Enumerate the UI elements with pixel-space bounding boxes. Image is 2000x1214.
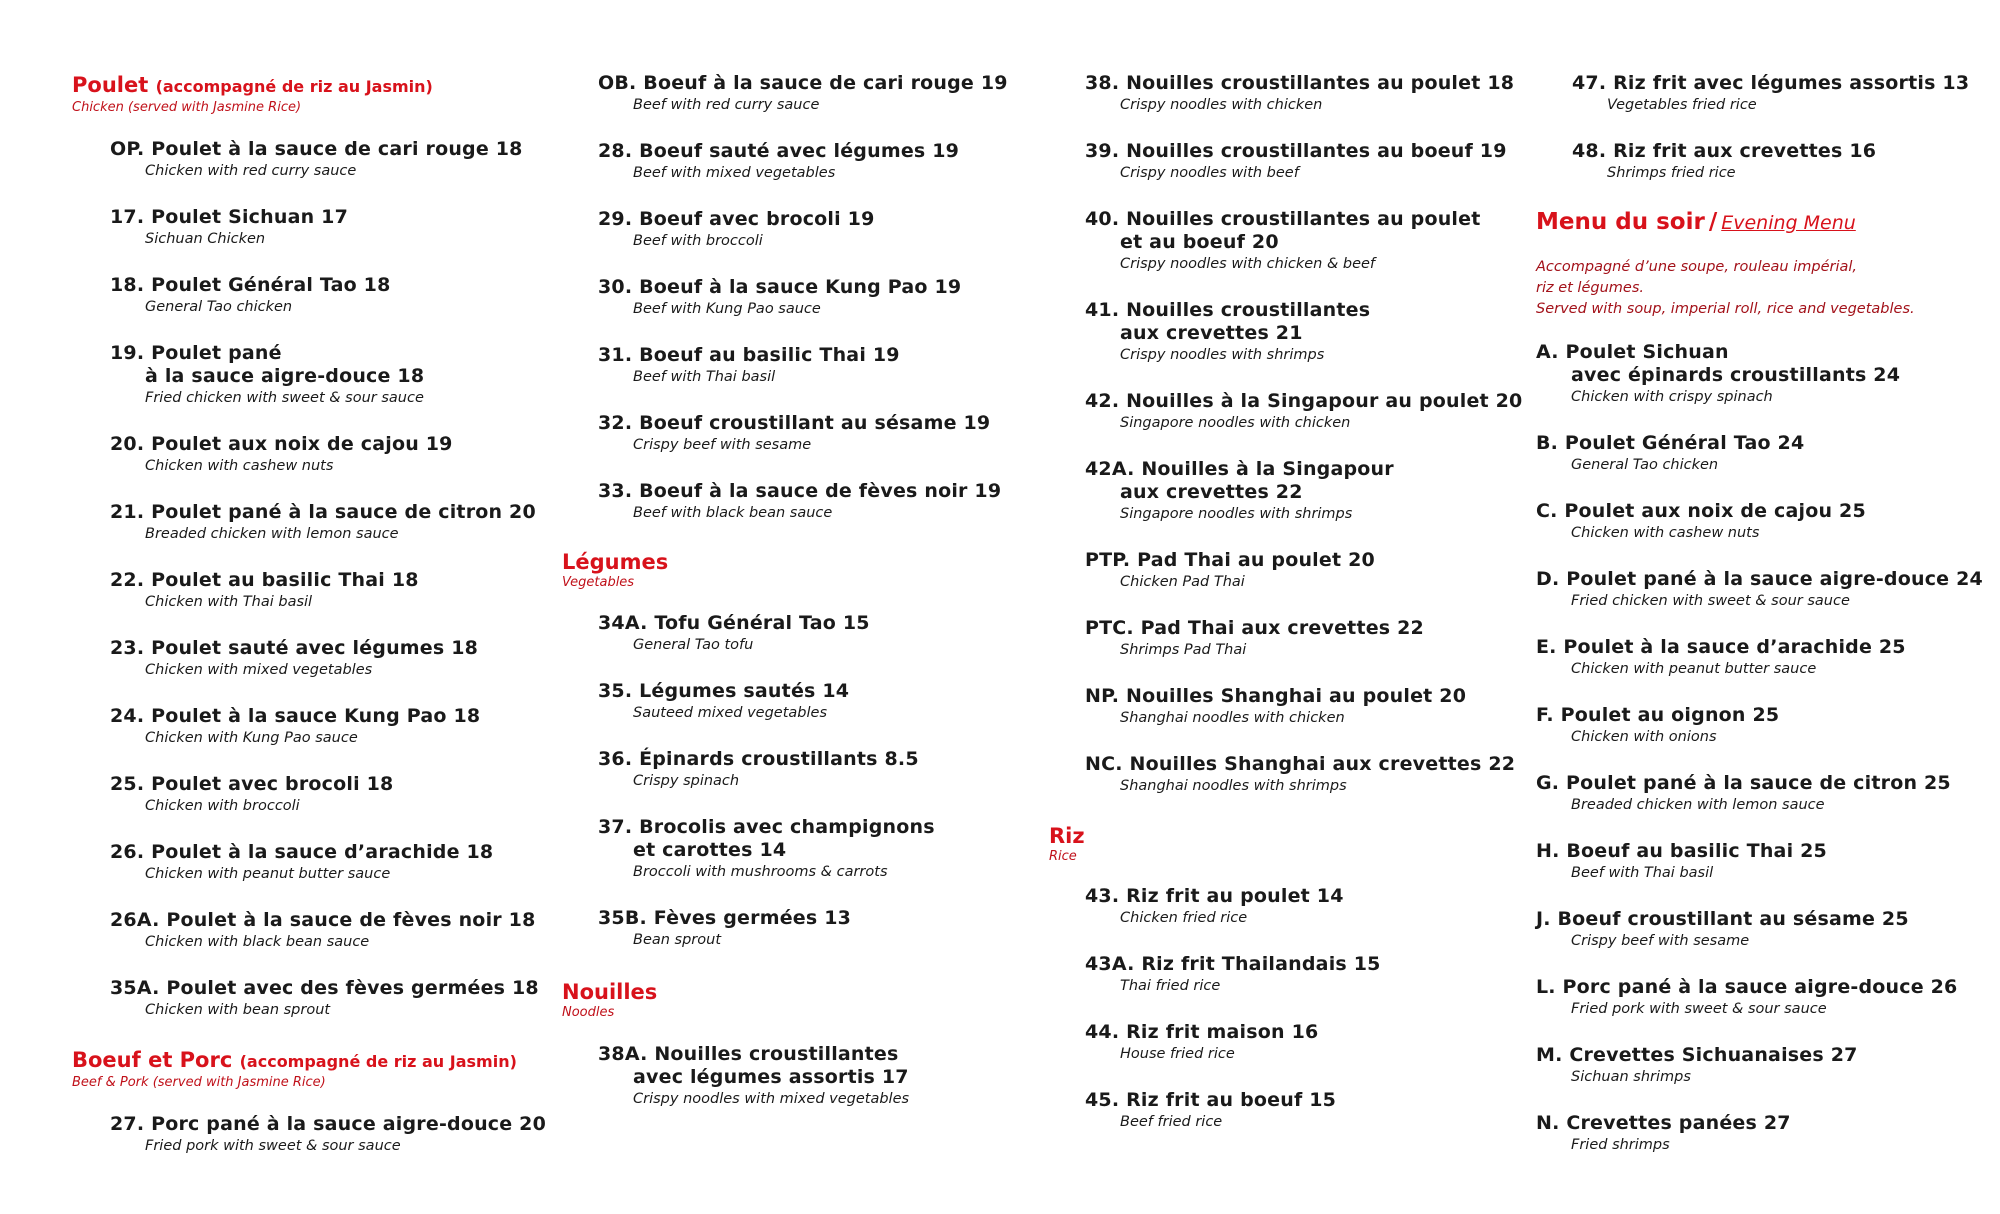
menu-item-name-line: 37. Brocolis avec champignons xyxy=(598,816,935,838)
evening-title-en: Evening Menu xyxy=(1721,212,1856,234)
menu-item-translation: Breaded chicken with lemon sauce xyxy=(145,526,399,542)
section-subtitle: Chicken (served with Jasmine Rice) xyxy=(72,100,302,115)
menu-item-name xyxy=(110,569,419,592)
section-title: Riz xyxy=(1049,824,1085,848)
menu-item-translation: Fried shrimps xyxy=(1571,1137,1670,1153)
evening-menu-note xyxy=(1536,257,1915,320)
menu-item-name xyxy=(598,344,900,367)
menu-item-translation: Chicken with peanut butter sauce xyxy=(145,866,391,882)
menu-item-name xyxy=(1085,140,1507,163)
menu-item xyxy=(1085,617,1424,660)
menu-item-name-line: 22. Poulet au basilic Thai 18 xyxy=(110,569,419,591)
menu-item-name-line: aux crevettes 22 xyxy=(1120,481,1303,503)
menu-item xyxy=(1536,704,1779,747)
menu-item xyxy=(598,907,851,950)
section-subtitle: Noodles xyxy=(562,1005,615,1020)
menu-item-translation: Vegetables fried rice xyxy=(1607,97,1757,113)
menu-item xyxy=(1536,908,1909,951)
menu-item-translation: Thai fried rice xyxy=(1120,978,1221,994)
menu-item-name xyxy=(598,907,851,930)
section-subtitle: Beef & Pork (served with Jasmine Rice) xyxy=(72,1075,326,1090)
menu-item-name xyxy=(1572,72,1969,95)
section-title-text: Boeuf et Porc xyxy=(72,1048,233,1072)
menu-item-translation: General Tao chicken xyxy=(145,299,293,315)
menu-item xyxy=(1085,1021,1318,1064)
menu-item-name-line: 38A. Nouilles croustillantes xyxy=(598,1043,899,1065)
menu-item xyxy=(598,72,1008,115)
menu-item-name xyxy=(1536,1044,1858,1067)
menu-item xyxy=(110,705,480,748)
menu-item-name xyxy=(1536,341,1900,387)
menu-item xyxy=(598,140,959,183)
menu-item xyxy=(1085,299,1370,365)
menu-item-name xyxy=(1085,1089,1336,1112)
menu-item-name xyxy=(1085,953,1381,976)
menu-item-translation: Beef with mixed vegetables xyxy=(633,165,836,181)
menu-item xyxy=(1536,432,1804,475)
menu-item xyxy=(1536,568,1983,611)
menu-item-name-line: OP. Poulet à la sauce de cari rouge 18 xyxy=(110,138,523,160)
menu-item-name xyxy=(110,705,480,728)
section-header-riz xyxy=(1049,823,1085,865)
menu-item xyxy=(1085,753,1515,796)
menu-item-translation: General Tao tofu xyxy=(633,637,754,653)
menu-item-translation: Sauteed mixed vegetables xyxy=(633,705,827,721)
menu-item xyxy=(1536,500,1866,543)
menu-item xyxy=(1085,953,1381,996)
menu-item-name xyxy=(598,140,959,163)
menu-item-name xyxy=(598,276,961,299)
menu-item-name-line: 38. Nouilles croustillantes au poulet 18 xyxy=(1085,72,1515,94)
menu-item-translation: Chicken with bean sprout xyxy=(145,1002,331,1018)
menu-item-name xyxy=(1085,549,1375,572)
menu-item-translation: Fried chicken with sweet & sour sauce xyxy=(145,390,424,406)
menu-item xyxy=(1085,72,1514,115)
menu-item-translation: Chicken with red curry sauce xyxy=(145,163,357,179)
menu-item-name xyxy=(1572,140,1876,163)
menu-item xyxy=(598,1043,909,1109)
menu-item-name xyxy=(598,480,1001,503)
menu-item-translation: Chicken with black bean sauce xyxy=(145,934,370,950)
menu-item-name-line: 36. Épinards croustillants 8.5 xyxy=(598,748,919,770)
menu-item-translation: Singapore noodles with shrimps xyxy=(1120,506,1353,522)
menu-item-translation: Fried pork with sweet & sour sauce xyxy=(145,1138,401,1154)
menu-item-translation: Chicken with Kung Pao sauce xyxy=(145,730,358,746)
menu-item xyxy=(110,433,453,476)
menu-item-name-line: et carottes 14 xyxy=(633,839,787,861)
menu-item-name-line: 42A. Nouilles à la Singapour xyxy=(1085,458,1394,480)
menu-item-translation: Crispy noodles with chicken xyxy=(1120,97,1323,113)
menu-item-translation: Beef with black bean sauce xyxy=(633,505,833,521)
menu-item-translation: Chicken with crispy spinach xyxy=(1571,389,1773,405)
menu-item-name-line: D. Poulet pané à la sauce aigre-douce 24 xyxy=(1536,568,1983,590)
menu-item-translation: Fried chicken with sweet & sour sauce xyxy=(1571,593,1850,609)
menu-item-name-line: 35A. Poulet avec des fèves germées 18 xyxy=(110,977,539,999)
menu-item-name-line: 26. Poulet à la sauce d’arachide 18 xyxy=(110,841,494,863)
menu-item-name xyxy=(110,501,536,524)
menu-item-translation: General Tao chicken xyxy=(1571,457,1719,473)
section-subtitle: Vegetables xyxy=(562,575,635,590)
section-header-legumes xyxy=(562,549,668,591)
menu-item-name-line: 33. Boeuf à la sauce de fèves noir 19 xyxy=(598,480,1002,502)
menu-item xyxy=(1536,772,1951,815)
evening-title-separator: / xyxy=(1708,209,1718,235)
menu-item xyxy=(1536,976,1957,1019)
menu-item-name xyxy=(1536,840,1827,863)
menu-item xyxy=(110,909,536,952)
menu-item-name xyxy=(1536,432,1804,455)
menu-item xyxy=(110,501,536,544)
menu-item-translation: Shanghai noodles with shrimps xyxy=(1120,778,1347,794)
menu-item-name-line: PTC. Pad Thai aux crevettes 22 xyxy=(1085,617,1424,639)
menu-item-translation: Chicken with cashew nuts xyxy=(145,458,334,474)
menu-item-translation: Beef with Kung Pao sauce xyxy=(633,301,821,317)
menu-item xyxy=(1536,1112,1791,1155)
menu-item-name xyxy=(110,138,523,161)
menu-item xyxy=(1572,140,1876,183)
menu-item-name-line: 20. Poulet aux noix de cajou 19 xyxy=(110,433,453,455)
menu-item-name-line: 35B. Fèves germées 13 xyxy=(598,907,852,929)
menu-item-name-line: 47. Riz frit avec légumes assortis 13 xyxy=(1572,72,1970,94)
menu-item-name-line: L. Porc pané à la sauce aigre-douce 26 xyxy=(1536,976,1958,998)
section-title: Légumes xyxy=(562,550,669,574)
menu-item-translation: Singapore noodles with chicken xyxy=(1120,415,1351,431)
menu-item-translation: Chicken with cashew nuts xyxy=(1571,525,1760,541)
menu-item xyxy=(110,274,391,317)
menu-item xyxy=(1536,1044,1858,1087)
menu-item-name xyxy=(598,1043,909,1089)
menu-item-name-line: OB. Boeuf à la sauce de cari rouge 19 xyxy=(598,72,1008,94)
menu-item-name xyxy=(1085,753,1515,776)
menu-item-name-line: avec épinards croustillants 24 xyxy=(1571,364,1901,386)
menu-item-name-line: 27. Porc pané à la sauce aigre-douce 20 xyxy=(110,1113,547,1135)
menu-item-translation: Beef with red curry sauce xyxy=(633,97,820,113)
menu-item-name-line: 44. Riz frit maison 16 xyxy=(1085,1021,1319,1043)
section-header-boeuf-porc xyxy=(72,1047,517,1091)
menu-item-translation: Crispy spinach xyxy=(633,773,740,789)
menu-item-translation: Crispy beef with sesame xyxy=(1571,933,1750,949)
menu-item-name xyxy=(1085,72,1514,95)
menu-item-translation: Chicken with broccoli xyxy=(145,798,300,814)
section-title xyxy=(72,1047,517,1075)
menu-item-name-line: avec légumes assortis 17 xyxy=(633,1066,909,1088)
menu-item-name xyxy=(598,816,935,862)
menu-item xyxy=(1085,685,1466,728)
menu-item xyxy=(598,412,990,455)
menu-item-name xyxy=(110,1113,546,1136)
menu-item-name xyxy=(110,274,391,297)
menu-item-translation: Chicken with mixed vegetables xyxy=(145,662,373,678)
menu-item-translation: Sichuan shrimps xyxy=(1571,1069,1691,1085)
menu-item-name xyxy=(1085,1021,1318,1044)
menu-item-name xyxy=(1085,390,1522,413)
menu-item-name-line: PTP. Pad Thai au poulet 20 xyxy=(1085,549,1375,571)
menu-item-translation: Sichuan Chicken xyxy=(145,231,266,247)
menu-item xyxy=(598,612,870,655)
menu-item xyxy=(598,276,961,319)
menu-item-name xyxy=(598,612,870,635)
menu-item-translation: Chicken fried rice xyxy=(1120,910,1248,926)
menu-item-name xyxy=(110,977,539,1000)
menu-item xyxy=(598,816,935,882)
menu-item-name-line: 17. Poulet Sichuan 17 xyxy=(110,206,348,228)
evening-menu-header xyxy=(1536,208,1856,237)
menu-item-name xyxy=(110,637,478,660)
menu-item xyxy=(1085,208,1481,274)
menu-item xyxy=(598,748,919,791)
section-header-poulet xyxy=(72,72,433,116)
menu-item xyxy=(110,569,419,612)
menu-item-name xyxy=(1085,299,1370,345)
menu-item-name-line: 39. Nouilles croustillantes au boeuf 19 xyxy=(1085,140,1507,162)
section-header-nouilles xyxy=(562,979,657,1021)
menu-item-translation: House fried rice xyxy=(1120,1046,1235,1062)
menu-item-name xyxy=(110,773,393,796)
menu-item-name-line: 45. Riz frit au boeuf 15 xyxy=(1085,1089,1337,1111)
menu-item-name-line: M. Crevettes Sichuanaises 27 xyxy=(1536,1044,1858,1066)
menu-item-translation: Beef with Thai basil xyxy=(1571,865,1714,881)
menu-item xyxy=(1536,341,1900,407)
menu-item-translation: Chicken with Thai basil xyxy=(145,594,313,610)
menu-item-name-line: 48. Riz frit aux crevettes 16 xyxy=(1572,140,1877,162)
menu-item-name-line: 28. Boeuf sauté avec légumes 19 xyxy=(598,140,960,162)
menu-item-name-line: 21. Poulet pané à la sauce de citron 20 xyxy=(110,501,536,523)
menu-item-translation: Shrimps fried rice xyxy=(1607,165,1736,181)
menu-item xyxy=(598,208,875,251)
menu-item-translation: Crispy beef with sesame xyxy=(633,437,812,453)
menu-item-name-line: 42. Nouilles à la Singapour au poulet 20 xyxy=(1085,390,1523,412)
menu-item-name xyxy=(1085,617,1424,640)
menu-item-name-line: NC. Nouilles Shanghai aux crevettes 22 xyxy=(1085,753,1516,775)
menu-item-name-line: G. Poulet pané à la sauce de citron 25 xyxy=(1536,772,1951,794)
menu-item-name-line: 18. Poulet Général Tao 18 xyxy=(110,274,391,296)
menu-item-name xyxy=(1536,908,1909,931)
menu-item-translation: Shrimps Pad Thai xyxy=(1120,642,1247,658)
menu-item-name-line: H. Boeuf au basilic Thai 25 xyxy=(1536,840,1827,862)
menu-item-name-line: 26A. Poulet à la sauce de fèves noir 18 xyxy=(110,909,536,931)
menu-item xyxy=(110,1113,546,1156)
menu-item-name-line: 30. Boeuf à la sauce Kung Pao 19 xyxy=(598,276,962,298)
menu-item-name-line: 23. Poulet sauté avec légumes 18 xyxy=(110,637,479,659)
menu-item-translation: Crispy noodles with beef xyxy=(1120,165,1299,181)
menu-item-name-line: 19. Poulet pané xyxy=(110,342,282,364)
menu-item xyxy=(1572,72,1969,115)
menu-item-name xyxy=(1536,500,1866,523)
menu-item-name-line: 35. Légumes sautés 14 xyxy=(598,680,850,702)
menu-item-name xyxy=(110,206,348,229)
menu-item xyxy=(1085,549,1375,592)
menu-item-translation: Chicken Pad Thai xyxy=(1120,574,1245,590)
menu-item-name xyxy=(110,342,424,388)
menu-item xyxy=(110,637,478,680)
note-line: Accompagné d’une soupe, rouleau impérial, xyxy=(1536,259,1858,275)
evening-title-fr: Menu du soir xyxy=(1536,209,1705,235)
menu-item xyxy=(110,841,493,884)
menu-item-name-line: E. Poulet à la sauce d’arachide 25 xyxy=(1536,636,1906,658)
menu-item-name xyxy=(1536,1112,1791,1135)
menu-item-name-line: B. Poulet Général Tao 24 xyxy=(1536,432,1805,454)
menu-item-name xyxy=(1536,704,1779,727)
evening-menu-title xyxy=(1536,208,1856,237)
menu-item-name-line: à la sauce aigre-douce 18 xyxy=(145,365,425,387)
menu-item-name xyxy=(598,208,875,231)
menu-item-name-line: aux crevettes 21 xyxy=(1120,322,1303,344)
menu-item-name-line: C. Poulet aux noix de cajou 25 xyxy=(1536,500,1866,522)
menu-item-name-line: 40. Nouilles croustillantes au poulet xyxy=(1085,208,1481,230)
section-title-text: Poulet xyxy=(72,73,149,97)
menu-item-name xyxy=(110,909,536,932)
menu-item xyxy=(110,206,348,249)
menu-item-translation: Breaded chicken with lemon sauce xyxy=(1571,797,1825,813)
menu-item-translation: Crispy noodles with chicken & beef xyxy=(1120,256,1376,272)
note-line: riz et légumes. xyxy=(1536,280,1644,296)
menu-item xyxy=(110,773,393,816)
menu-item-name-line: 24. Poulet à la sauce Kung Pao 18 xyxy=(110,705,481,727)
menu-item-name-line: 43A. Riz frit Thailandais 15 xyxy=(1085,953,1381,975)
menu-item-name-line: F. Poulet au oignon 25 xyxy=(1536,704,1780,726)
section-subtitle: Rice xyxy=(1049,849,1077,864)
menu-item-translation: Shanghai noodles with chicken xyxy=(1120,710,1345,726)
menu-item-name xyxy=(598,412,990,435)
menu-item-name-line: 29. Boeuf avec brocoli 19 xyxy=(598,208,875,230)
section-title: Nouilles xyxy=(562,980,658,1004)
menu-item-name xyxy=(1085,885,1344,908)
menu-item xyxy=(598,344,900,387)
menu-item-name xyxy=(110,841,493,864)
note-line: Served with soup, imperial roll, rice and vegetables. xyxy=(1536,301,1915,317)
menu-item-name-line: 43. Riz frit au poulet 14 xyxy=(1085,885,1344,907)
menu-item xyxy=(1085,390,1522,433)
menu-item-name xyxy=(1536,636,1906,659)
menu-item-name-line: NP. Nouilles Shanghai au poulet 20 xyxy=(1085,685,1467,707)
menu-item-name-line: et au boeuf 20 xyxy=(1120,231,1279,253)
menu-item-translation: Chicken with peanut butter sauce xyxy=(1571,661,1817,677)
menu-item xyxy=(1536,840,1827,883)
menu-item xyxy=(1085,458,1394,524)
menu-item xyxy=(598,480,1001,523)
menu-item xyxy=(1085,885,1344,928)
menu-item xyxy=(110,342,424,408)
menu-item-translation: Crispy noodles with shrimps xyxy=(1120,347,1325,363)
menu-item-name xyxy=(1536,772,1951,795)
menu-item-name-line: J. Boeuf croustillant au sésame 25 xyxy=(1536,908,1909,930)
menu-item-name xyxy=(1536,568,1983,591)
menu-item-name-line: 25. Poulet avec brocoli 18 xyxy=(110,773,394,795)
menu-item xyxy=(1085,140,1507,183)
menu-item-translation: Broccoli with mushrooms & carrots xyxy=(633,864,888,880)
menu-item-name xyxy=(1085,685,1466,708)
menu-item xyxy=(110,138,523,181)
menu-item-translation: Crispy noodles with mixed vegetables xyxy=(633,1091,910,1107)
menu-item-translation: Bean sprout xyxy=(633,932,722,948)
menu-item-name xyxy=(598,680,849,703)
menu-item-name-line: 34A. Tofu Général Tao 15 xyxy=(598,612,870,634)
menu-item-name-line: A. Poulet Sichuan xyxy=(1536,341,1729,363)
menu-item-translation: Fried pork with sweet & sour sauce xyxy=(1571,1001,1827,1017)
menu-item-name-line: 31. Boeuf au basilic Thai 19 xyxy=(598,344,900,366)
menu-item-translation: Beef with Thai basil xyxy=(633,369,776,385)
menu-item-name xyxy=(1085,458,1394,504)
menu-item-translation: Chicken with onions xyxy=(1571,729,1717,745)
menu-item-name xyxy=(598,748,919,771)
menu-item-translation: Beef fried rice xyxy=(1120,1114,1223,1130)
menu-item xyxy=(1536,636,1906,679)
menu-item-name xyxy=(1085,208,1481,254)
menu-item xyxy=(110,977,539,1020)
menu-item xyxy=(598,680,849,723)
section-title-note: (accompagné de riz au Jasmin) xyxy=(239,1052,517,1071)
section-title xyxy=(72,72,433,100)
menu-item-name xyxy=(598,72,1008,95)
section-title-note: (accompagné de riz au Jasmin) xyxy=(155,77,433,96)
menu-item-name xyxy=(110,433,453,456)
menu-item-name-line: 32. Boeuf croustillant au sésame 19 xyxy=(598,412,991,434)
menu-item-name-line: 41. Nouilles croustillantes xyxy=(1085,299,1371,321)
menu-item-name xyxy=(1536,976,1957,999)
menu-item-translation: Beef with broccoli xyxy=(633,233,763,249)
menu-item-name-line: N. Crevettes panées 27 xyxy=(1536,1112,1791,1134)
menu-item xyxy=(1085,1089,1336,1132)
